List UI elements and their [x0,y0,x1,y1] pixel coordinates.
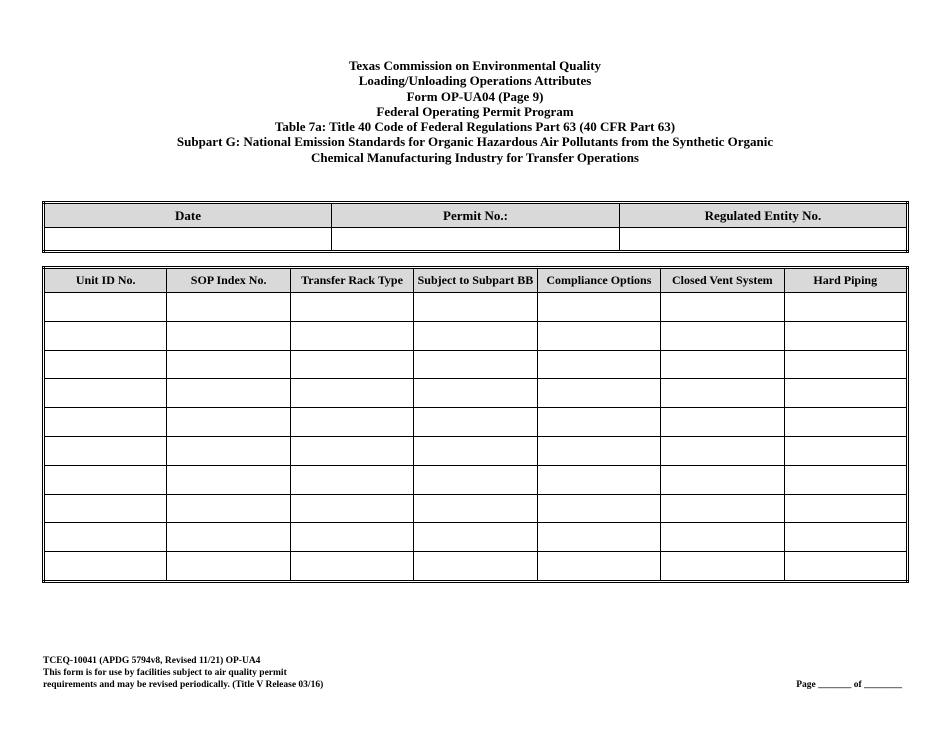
subject-to-subpart-bb-cell[interactable] [414,436,537,465]
subject-to-subpart-bb-cell[interactable] [414,494,537,523]
compliance-options-cell[interactable] [537,494,660,523]
transfer-rack-type-cell[interactable] [290,350,413,379]
subject-to-subpart-bb-cell[interactable] [414,523,537,552]
unit-id-no-cell[interactable] [44,494,167,523]
closed-vent-system-cell[interactable] [661,465,784,494]
compliance-options-cell[interactable] [537,379,660,408]
table-row [44,523,908,552]
closed-vent-system-header: Closed Vent System [661,268,784,293]
hard-piping-cell[interactable] [784,408,907,437]
closed-vent-system-cell[interactable] [661,436,784,465]
compliance-options-cell[interactable] [537,293,660,322]
form-header [0,58,950,165]
sop-index-no-cell[interactable] [167,436,290,465]
compliance-options-header: Compliance Options [537,268,660,293]
table-row [44,494,908,523]
sop-index-no-cell[interactable] [167,321,290,350]
closed-vent-system-cell[interactable] [661,379,784,408]
table-row [44,465,908,494]
page-number-field[interactable]: Page _______ of ________ [796,680,902,690]
unit-id-no-cell[interactable] [44,436,167,465]
table-row [44,293,908,322]
table-row [44,436,908,465]
closed-vent-system-cell[interactable] [661,552,784,582]
sop-index-no-cell[interactable] [167,350,290,379]
hard-piping-cell[interactable] [784,379,907,408]
sop-index-no-cell[interactable] [167,408,290,437]
subpart-title-line2: Chemical Manufacturing Industry for Transfer Operations [310,149,639,165]
footer-note-line1: This form is for use by facilities subject to air quality permit [43,667,287,678]
hard-piping-cell[interactable] [784,465,907,494]
unit-id-no-cell[interactable] [44,408,167,437]
form-id: Form OP-UA04 (Page 9) [406,88,544,104]
unit-table-header-row [44,268,908,293]
table-row [44,379,908,408]
transfer-rack-type-cell[interactable] [290,293,413,322]
sop-index-no-cell[interactable] [167,494,290,523]
table-row [44,350,908,379]
unit-id-no-header: Unit ID No. [44,268,167,293]
hard-piping-cell[interactable] [784,350,907,379]
unit-id-no-cell[interactable] [44,379,167,408]
sop-index-no-header: SOP Index No. [167,268,290,293]
subject-to-subpart-bb-cell[interactable] [414,321,537,350]
compliance-options-cell[interactable] [537,321,660,350]
subject-to-subpart-bb-cell[interactable] [414,552,537,582]
unit-id-no-cell[interactable] [44,523,167,552]
subject-to-subpart-bb-cell[interactable] [414,465,537,494]
closed-vent-system-cell[interactable] [661,350,784,379]
unit-attributes-table [42,266,909,583]
footer-note-line2: requirements and may be revised periodically. (Title V Release 03/16) [43,679,324,690]
compliance-options-cell[interactable] [537,523,660,552]
unit-id-no-cell[interactable] [44,321,167,350]
unit-id-no-cell[interactable] [44,350,167,379]
transfer-rack-type-header: Transfer Rack Type [290,268,413,293]
closed-vent-system-cell[interactable] [661,321,784,350]
transfer-rack-type-cell[interactable] [290,379,413,408]
unit-id-no-cell[interactable] [44,552,167,582]
subject-to-subpart-bb-cell[interactable] [414,379,537,408]
hard-piping-cell[interactable] [784,494,907,523]
sop-index-no-cell[interactable] [167,552,290,582]
regulated-entity-no-header: Regulated Entity No. [620,203,908,228]
permit-info-table [42,201,909,253]
subject-to-subpart-bb-header: Subject to Subpart BB [414,268,537,293]
hard-piping-cell[interactable] [784,523,907,552]
permit-info-entry-row [44,228,908,252]
subject-to-subpart-bb-cell[interactable] [414,408,537,437]
subject-to-subpart-bb-cell[interactable] [414,350,537,379]
hard-piping-cell[interactable] [784,436,907,465]
closed-vent-system-cell[interactable] [661,494,784,523]
closed-vent-system-cell[interactable] [661,408,784,437]
transfer-rack-type-cell[interactable] [290,408,413,437]
transfer-rack-type-cell[interactable] [290,552,413,582]
permit-no-field[interactable] [332,228,620,252]
compliance-options-cell[interactable] [537,408,660,437]
transfer-rack-type-cell[interactable] [290,494,413,523]
date-field[interactable] [44,228,332,252]
closed-vent-system-cell[interactable] [661,293,784,322]
compliance-options-cell[interactable] [537,436,660,465]
transfer-rack-type-cell[interactable] [290,523,413,552]
table-row [44,552,908,582]
unit-id-no-cell[interactable] [44,293,167,322]
transfer-rack-type-cell[interactable] [290,465,413,494]
table-row [44,321,908,350]
compliance-options-cell[interactable] [537,552,660,582]
sop-index-no-cell[interactable] [167,465,290,494]
table-row [44,408,908,437]
form-footer [43,656,323,691]
program-name: Federal Operating Permit Program [376,103,574,119]
date-header: Date [44,203,332,228]
compliance-options-cell[interactable] [537,350,660,379]
subpart-title-line1: Subpart G: National Emission Standards for Organic Hazardous Air Pollutants from the Synthetic Organic [176,134,774,150]
subject-to-subpart-bb-cell[interactable] [414,293,537,322]
transfer-rack-type-cell[interactable] [290,436,413,465]
sop-index-no-cell[interactable] [167,379,290,408]
closed-vent-system-cell[interactable] [661,523,784,552]
permit-no-header: Permit No.: [332,203,620,228]
table-title: Table 7a: Title 40 Code of Federal Regulations Part 63 (40 CFR Part 63) [274,119,676,135]
agency-name: Texas Commission on Environmental Quality [348,58,602,73]
regulated-entity-no-field[interactable] [620,228,908,252]
permit-info-header-row [44,203,908,228]
hard-piping-cell[interactable] [784,321,907,350]
compliance-options-cell[interactable] [537,465,660,494]
form-subject: Loading/Unloading Operations Attributes [358,73,592,89]
hard-piping-cell[interactable] [784,293,907,322]
transfer-rack-type-cell[interactable] [290,321,413,350]
hard-piping-header: Hard Piping [784,268,907,293]
form-number: TCEQ-10041 (APDG 5794v8, Revised 11/21) OP-UA4 [43,656,261,666]
unit-id-no-cell[interactable] [44,465,167,494]
sop-index-no-cell[interactable] [167,523,290,552]
hard-piping-cell[interactable] [784,552,907,582]
sop-index-no-cell[interactable] [167,293,290,322]
